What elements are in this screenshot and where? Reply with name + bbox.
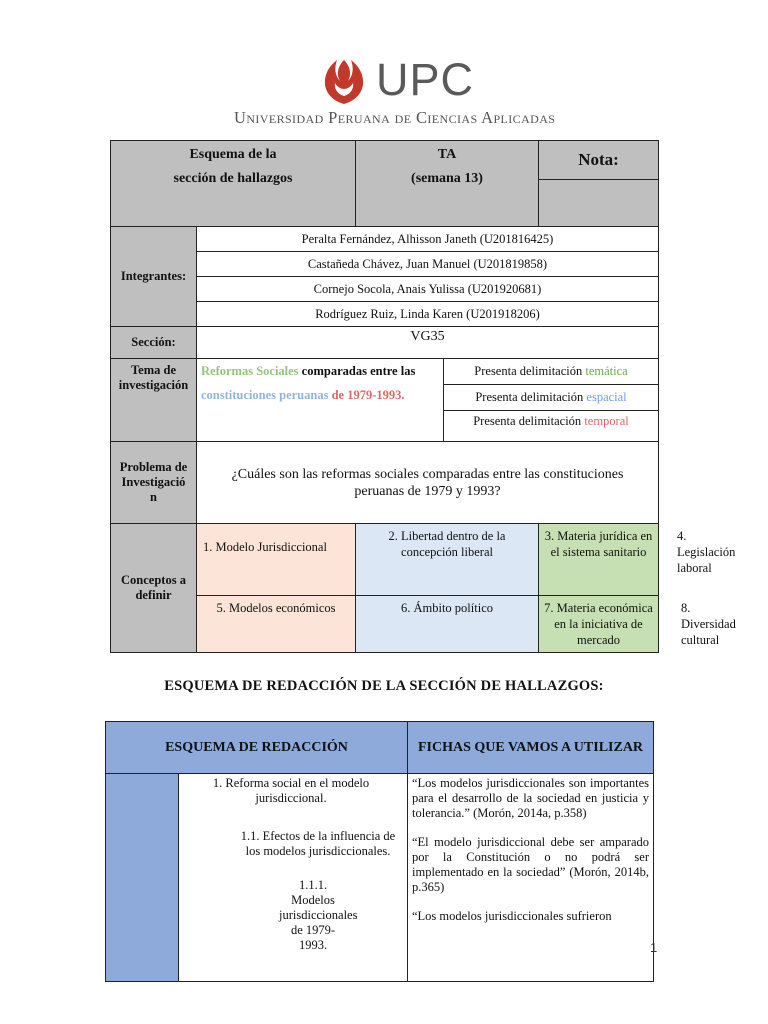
header-esquema-line1: Esquema de la — [189, 147, 277, 162]
concepto-6: 6. Ámbito político — [356, 596, 539, 653]
section-title: ESQUEMA DE REDACCIÓN DE LA SECCIÓN DE HALLAZGOS: — [164, 678, 604, 694]
redaccion-table — [105, 721, 654, 982]
problema-question: ¿Cuáles son las reformas sociales comparadas entre las constituciones peruanas de 1979 y 1993? — [197, 442, 659, 524]
esquema-item-1: 1. Reforma social en el modelo jurisdiccional. — [212, 776, 370, 805]
problema-label-line3: n — [150, 490, 157, 504]
tema-comparadas: comparadas entre las — [298, 364, 416, 378]
tema-period: . — [401, 388, 405, 402]
problema-label-line1: Problema de — [119, 460, 188, 474]
concepto-7: 7. Materia económica en la iniciativa de mercado — [539, 596, 659, 653]
logo-wordmark: UPC — [376, 54, 475, 105]
seccion-label: Sección: — [111, 327, 197, 359]
tema-label — [111, 359, 197, 442]
tema-years: 1979-1993 — [347, 388, 402, 402]
header-esquema-line2: sección de hallazgos — [173, 171, 293, 186]
member-2: Castañeda Chávez, Juan Manuel (U201819858) — [197, 252, 659, 277]
esquema-item-2: 1.1. Efectos de la influencia de los modelos jurisdiccionales. — [240, 829, 396, 858]
ficha-3: “Los modelos jurisdiccionales sufrieron — [412, 909, 612, 923]
member-3: Cornejo Socola, Anais Yulissa (U201920681) — [197, 277, 659, 302]
concepto-2: 2. Libertad dentro de la concepción liberal — [356, 524, 539, 596]
delim-tematica-value: temática — [585, 364, 628, 378]
fichas-header: FICHAS QUE VAMOS A UTILIZAR — [408, 722, 654, 774]
tema-de: de — [328, 388, 348, 402]
esquema-header: ESQUEMA DE REDACCIÓN — [106, 722, 408, 774]
member-4: Rodríguez Ruiz, Linda Karen (U201918206) — [197, 302, 659, 327]
member-1: Peralta Fernández, Alhisson Janeth (U201816425) — [197, 227, 659, 252]
tema-reformas: Reformas Sociales — [201, 364, 299, 378]
page-number: 1 — [650, 940, 658, 955]
fichas-cell — [408, 774, 654, 982]
delim-temporal-prefix: Presenta delimitación — [473, 414, 585, 428]
delim-tematica-prefix: Presenta delimitación — [474, 364, 586, 378]
header-ta-line2: (semana 13) — [411, 171, 483, 186]
tema-text — [197, 359, 444, 442]
nota-value-cell — [539, 180, 659, 227]
problema-label — [111, 442, 197, 524]
header-esquema-cell — [111, 141, 356, 227]
tema-constituciones: constituciones peruanas — [201, 388, 329, 402]
header-ta-line1: TA — [437, 147, 457, 162]
integrantes-label: Integrantes: — [111, 227, 197, 327]
ficha-1: “Los modelos jurisdiccionales son importantes para el desarrollo de la sociedad en justicia y tolerancia.” (Morón, 2014a, p.358) — [412, 776, 649, 820]
delim-tematica — [444, 359, 659, 385]
conceptos-label-line2: definir — [135, 588, 172, 602]
esquema-side-cell — [106, 774, 179, 982]
tema-label-line2: investigación — [118, 378, 189, 392]
upc-logo — [230, 52, 570, 128]
header-table: Esquema de la sección de hallazgos TA (semana 13) Nota: Integrantes: Peralta Fernández, Alhisson Janeth (U201816425) Castañeda Chávez, Juan Manuel (U201819858) Cornejo Socola, Anais Yulissa (U201920681) Rodríguez Ruiz, Linda Karen (U201918206) Sección: VG35 Tema de investigación Reformas Sociales comparadas entre las constituciones peruanas de 1979-1993. Presenta delimitación temática Presenta delimitación espacial Presenta delimitación temporal Problema de Investigació n ¿Cuáles son las reformas sociales comparadas entre las constituciones peruanas de 1979 y 1993? Conceptos a definir 1. Modelo Jurisdiccional 2. Libertad dentro de la concepción liberal 3. Materia jurídica en el sistema sanitario 4. Legislación laboral 5. Modelos económicos 6. Ámbito político 7. Materia económica en la iniciativa de mercado 8. Diversidad cultural — [110, 140, 659, 653]
upc-flame-icon — [322, 56, 366, 106]
esquema-item-3: 1.1.1. Modelos jurisdiccionales de 1979-1993. — [279, 878, 358, 952]
delim-temporal-value: temporal — [584, 414, 629, 428]
problema-label-line2: Investigació — [121, 475, 186, 489]
concepto-5: 5. Modelos económicos — [197, 596, 356, 653]
concepto-1: 1. Modelo Jurisdiccional — [197, 524, 356, 596]
logo-subtitle: Universidad Peruana de Ciencias Aplicadas — [234, 108, 556, 127]
seccion-value: VG35 — [197, 327, 659, 359]
header-ta-cell — [356, 141, 539, 227]
concepto-3: 3. Materia jurídica en el sistema sanitario — [539, 524, 659, 596]
delim-temporal — [444, 411, 659, 442]
conceptos-label-line1: Conceptos a — [121, 573, 186, 587]
tema-label-line1: Tema de — [130, 363, 177, 377]
delim-espacial-prefix: Presenta delimitación — [475, 390, 587, 404]
delim-espacial — [444, 385, 659, 411]
esquema-cell — [179, 774, 408, 982]
delim-espacial-value: espacial — [586, 390, 627, 404]
ficha-2: “El modelo jurisdiccional debe ser amparado por la Constitución o no podrá ser implementado en la sociedad” (Morón, 2014b, p.365) — [412, 835, 649, 894]
conceptos-label — [111, 524, 197, 653]
nota-label: Nota: — [539, 141, 659, 180]
